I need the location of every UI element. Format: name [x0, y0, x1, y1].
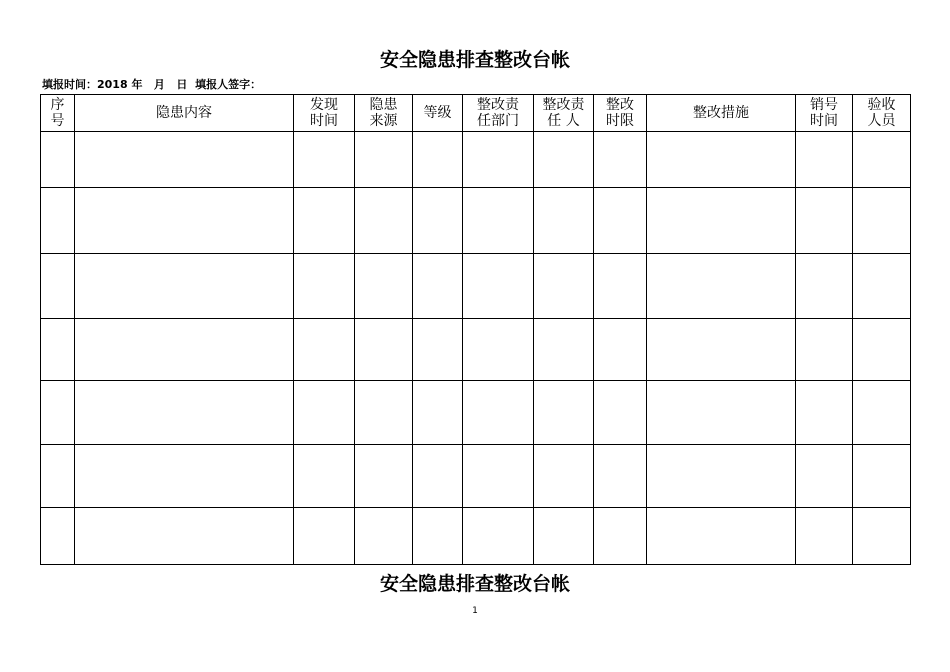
table-cell[interactable]	[594, 508, 647, 565]
table-cell[interactable]	[463, 188, 534, 254]
header-deadline: 整改 时限	[594, 95, 647, 132]
table-cell[interactable]	[413, 254, 463, 319]
table-row	[41, 188, 911, 254]
table-cell[interactable]	[463, 319, 534, 381]
table-cell[interactable]	[853, 132, 911, 188]
header-level: 等级	[413, 95, 463, 132]
page-number: 1	[472, 606, 478, 616]
table-cell[interactable]	[413, 319, 463, 381]
table-cell[interactable]	[853, 445, 911, 508]
table-cell[interactable]	[75, 132, 294, 188]
table-cell[interactable]	[594, 132, 647, 188]
table-cell[interactable]	[796, 381, 853, 445]
table-row	[41, 254, 911, 319]
table-cell[interactable]	[355, 188, 413, 254]
header-hazard-content: 隐患内容	[75, 95, 294, 132]
table-cell[interactable]	[647, 254, 796, 319]
table-cell[interactable]	[594, 254, 647, 319]
table-cell[interactable]	[355, 132, 413, 188]
table-cell[interactable]	[594, 445, 647, 508]
table-cell[interactable]	[463, 381, 534, 445]
table-cell[interactable]	[294, 254, 355, 319]
table-cell[interactable]	[75, 254, 294, 319]
header-inspector: 验收 人员	[853, 95, 911, 132]
header-responsible-person: 整改责 任 人	[534, 95, 594, 132]
report-meta-line: 填报时间：2018 年 月 日 填报人签字：	[42, 78, 262, 91]
table-cell[interactable]	[294, 132, 355, 188]
table-cell[interactable]	[413, 445, 463, 508]
table-cell[interactable]	[853, 319, 911, 381]
table-cell[interactable]	[594, 381, 647, 445]
table-cell[interactable]	[355, 319, 413, 381]
table-cell[interactable]	[413, 132, 463, 188]
document-title: 安全隐患排查整改台帐	[379, 49, 570, 71]
table-header-row	[41, 95, 911, 132]
table-cell[interactable]	[41, 508, 75, 565]
table-cell[interactable]	[41, 445, 75, 508]
table-cell[interactable]	[853, 188, 911, 254]
header-close-time: 销号 时间	[796, 95, 853, 132]
table-row	[41, 445, 911, 508]
table-row	[41, 132, 911, 188]
table-cell[interactable]	[41, 381, 75, 445]
table-cell[interactable]	[796, 132, 853, 188]
table-cell[interactable]	[41, 188, 75, 254]
table-cell[interactable]	[294, 508, 355, 565]
table-cell[interactable]	[647, 445, 796, 508]
table-cell[interactable]	[294, 381, 355, 445]
header-serial-no: 序 号	[41, 95, 75, 132]
table-cell[interactable]	[75, 188, 294, 254]
table-cell[interactable]	[41, 319, 75, 381]
table-cell[interactable]	[355, 254, 413, 319]
table-cell[interactable]	[294, 319, 355, 381]
footer-title: 安全隐患排查整改台帐	[379, 573, 570, 595]
table-cell[interactable]	[534, 381, 594, 445]
table-row	[41, 508, 911, 565]
table-cell[interactable]	[463, 508, 534, 565]
table-body	[41, 132, 911, 565]
header-found-time: 发现 时间	[294, 95, 355, 132]
table-row	[41, 381, 911, 445]
table-cell[interactable]	[796, 188, 853, 254]
table-cell[interactable]	[41, 254, 75, 319]
table-cell[interactable]	[796, 445, 853, 508]
header-responsible-department: 整改责 任部门	[463, 95, 534, 132]
table-cell[interactable]	[75, 319, 294, 381]
table-cell[interactable]	[534, 319, 594, 381]
table-cell[interactable]	[534, 132, 594, 188]
table-cell[interactable]	[534, 445, 594, 508]
table-cell[interactable]	[796, 254, 853, 319]
table-cell[interactable]	[534, 508, 594, 565]
hazard-ledger-table	[40, 94, 911, 565]
table-cell[interactable]	[463, 132, 534, 188]
table-cell[interactable]	[853, 254, 911, 319]
header-measures: 整改措施	[647, 95, 796, 132]
table-cell[interactable]	[647, 508, 796, 565]
table-cell[interactable]	[647, 381, 796, 445]
table-row	[41, 319, 911, 381]
table-cell[interactable]	[413, 188, 463, 254]
table-cell[interactable]	[75, 381, 294, 445]
table-cell[interactable]	[534, 188, 594, 254]
table-cell[interactable]	[647, 188, 796, 254]
table-cell[interactable]	[355, 445, 413, 508]
table-cell[interactable]	[463, 445, 534, 508]
table-cell[interactable]	[294, 188, 355, 254]
table-cell[interactable]	[796, 319, 853, 381]
table-cell[interactable]	[41, 132, 75, 188]
table-cell[interactable]	[853, 381, 911, 445]
table-cell[interactable]	[594, 188, 647, 254]
table-cell[interactable]	[647, 132, 796, 188]
table-cell[interactable]	[463, 254, 534, 319]
table-cell[interactable]	[594, 319, 647, 381]
table-cell[interactable]	[796, 508, 853, 565]
table-cell[interactable]	[355, 508, 413, 565]
table-cell[interactable]	[294, 445, 355, 508]
table-cell[interactable]	[413, 381, 463, 445]
table-cell[interactable]	[413, 508, 463, 565]
table-cell[interactable]	[75, 445, 294, 508]
table-cell[interactable]	[75, 508, 294, 565]
table-cell[interactable]	[853, 508, 911, 565]
header-hazard-source: 隐患 来源	[355, 95, 413, 132]
table-cell[interactable]	[355, 381, 413, 445]
table-cell[interactable]	[534, 254, 594, 319]
table-cell[interactable]	[647, 319, 796, 381]
